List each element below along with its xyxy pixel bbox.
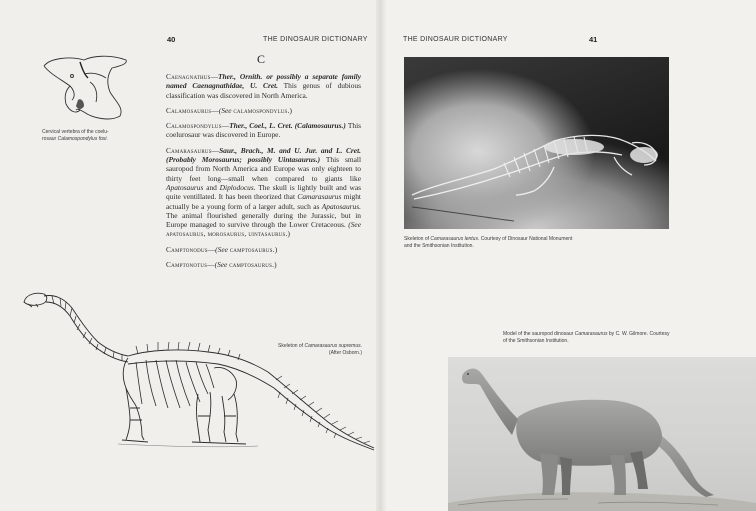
page-number-left: 40 bbox=[167, 35, 176, 44]
alt-name: Calamosaurus. bbox=[297, 121, 344, 131]
genus-name: Diplodocus. bbox=[219, 182, 256, 192]
page-number-right: 41 bbox=[589, 35, 598, 44]
caption-credit: and the Smithsonian Institution. bbox=[404, 242, 474, 249]
probable-synonyms: (Probably Morosaurus; possibly Uintasaurus.) bbox=[166, 155, 321, 165]
running-head-left: THE DINOSAUR DICTIONARY bbox=[263, 36, 368, 43]
caption-species: Calamospondylus foxi. bbox=[57, 135, 108, 142]
cross-reference: camptosaurus. bbox=[229, 244, 275, 254]
paren: ) bbox=[287, 229, 291, 239]
entry-classification: Ther., Ornith. or possibly a separate family named Caenagnathidae, U. Cret. bbox=[166, 72, 361, 91]
entry-text: and bbox=[206, 182, 217, 192]
entry-camptonodus: Camptonodus—(See camptosaurus.) bbox=[166, 244, 278, 254]
skeleton-photo-caption bbox=[404, 236, 674, 249]
entry-camptonotus: Camptonotus—(See camptosaurus.) bbox=[166, 260, 277, 270]
running-head-right: THE DINOSAUR DICTIONARY bbox=[403, 36, 508, 43]
paren: ( bbox=[294, 121, 298, 131]
genus-name: Camarasaurus bbox=[297, 192, 342, 202]
caption-text: rosaur bbox=[42, 135, 57, 142]
model-photo-subject bbox=[448, 357, 756, 511]
entry-calamospondylus: Calamospondylus—Ther., Coel., L. Cret. (Calamosaurus.) This coelurosaur was discovered in Europe. bbox=[166, 121, 361, 140]
caption-species: Camarasaurus supremus. bbox=[304, 343, 362, 349]
dictionary-entries bbox=[166, 72, 361, 275]
entry-text: This genus of dubious classification was discovered in North America. bbox=[166, 81, 361, 100]
caption-text: Skeleton of bbox=[404, 236, 430, 242]
cross-reference: apatosaurus, morosaurus, uintasaurus. bbox=[166, 229, 288, 239]
entry-caenagnathus: Caenagnathus—Ther., Ornith. or possibly a separate family named Caenagnathidae, U. Cret. This genus of dubious classification was discovered in North America. bbox=[166, 72, 361, 100]
caption-credit: (After Osborn.) bbox=[328, 349, 362, 356]
genus-name: Apatosaurus. bbox=[321, 201, 361, 211]
caption-text: Cervical vertebra of the coelu- bbox=[42, 129, 109, 135]
skeleton-drawing-caption bbox=[254, 343, 362, 356]
paren: ) bbox=[289, 105, 293, 115]
entry-term: Calamosaurus bbox=[166, 105, 212, 115]
caption-species: Camarasaurus bbox=[574, 331, 608, 337]
entry-term: Calamospondylus bbox=[166, 121, 222, 131]
entry-term: Caenagnathus bbox=[166, 72, 211, 81]
camarasaurus-model-photo bbox=[448, 357, 756, 511]
entry-term: Camarasaurus bbox=[166, 145, 212, 155]
entry-text: This small sauropod from North America and Europe was only eighteen to thirty feet long—small when compared to giants like bbox=[166, 155, 362, 183]
see-label: (See bbox=[215, 244, 228, 254]
caption-credit: by C. W. Gilmore. Courtesy bbox=[608, 331, 670, 337]
paren: ) bbox=[343, 121, 346, 131]
genus-name: Apatosaurus bbox=[166, 182, 204, 192]
entry-term: Camptonodus bbox=[166, 244, 208, 254]
see-label: (See bbox=[218, 105, 232, 115]
camarasaurus-lentus-skeleton-photo bbox=[404, 57, 669, 229]
caption-text: Model of the sauropod dinosaur bbox=[503, 331, 574, 337]
entry-calamosaurus: Calamosaurus—(See calamospondylus.) bbox=[166, 105, 293, 115]
caption-species: Camarasaurus lentus. bbox=[430, 236, 480, 242]
entry-text: The skull is lightly built and was quite ventillated. It has been theorized that bbox=[166, 182, 361, 202]
entry-camarasaurus: Camarasaurus—Saur., Brach., M. and U. Jur. and L. Cret. (Probably Morosaurus; possibly Uintasaurus.) This small sauropod from North America and Europe was only eighteen to thirty feet long—small when compared to giants like Apatosaurus and Diplodocus. The skull is lightly built and was quite ventillated. It has been theorized that Camarasaurus might actually be a young form of a larger adult, such as Apatosaurus. The animal flourished generally during the Jurassic, but in Europe managed to survive through the Lower Cretaceous. (See apatosaurus, morosaurus, uintasaurus.) bbox=[166, 145, 362, 239]
cross-reference: calamospondylus. bbox=[233, 105, 290, 115]
see-label: (See bbox=[348, 220, 361, 230]
caption-credit: of the Smithsonian Institution. bbox=[503, 337, 569, 344]
caption-credit: Courtesy of Dinosaur National Monument bbox=[480, 236, 573, 242]
vertebra-illustration bbox=[40, 52, 132, 124]
paren: ) bbox=[274, 260, 277, 270]
section-letter: C bbox=[257, 52, 266, 66]
cross-reference: camptosaurus. bbox=[229, 260, 275, 270]
entry-term: Camptonotus bbox=[166, 260, 208, 270]
paren: ) bbox=[274, 244, 278, 254]
vertebra-caption bbox=[42, 129, 137, 142]
caption-text: Skeleton of bbox=[278, 343, 304, 349]
entry-text: The animal flourished generally during the Jurassic, but in Europe managed to survive through the Lower Cretaceous. bbox=[166, 210, 361, 230]
entry-text: This coelurosaur was discovered in Europe. bbox=[166, 121, 361, 140]
entry-classification: Saur., Brach., M. and U. Jur. and L. Cret. bbox=[219, 145, 361, 155]
camarasaurus-skeleton-drawing bbox=[18, 288, 380, 458]
entry-text: might actually be a young form of a larger adult, such as bbox=[166, 192, 361, 211]
skeleton-photo-subject bbox=[404, 57, 669, 229]
model-photo-caption bbox=[503, 331, 733, 344]
entry-classification: Ther., Coel., L. Cret. bbox=[229, 121, 293, 131]
see-label: (See bbox=[214, 260, 228, 270]
